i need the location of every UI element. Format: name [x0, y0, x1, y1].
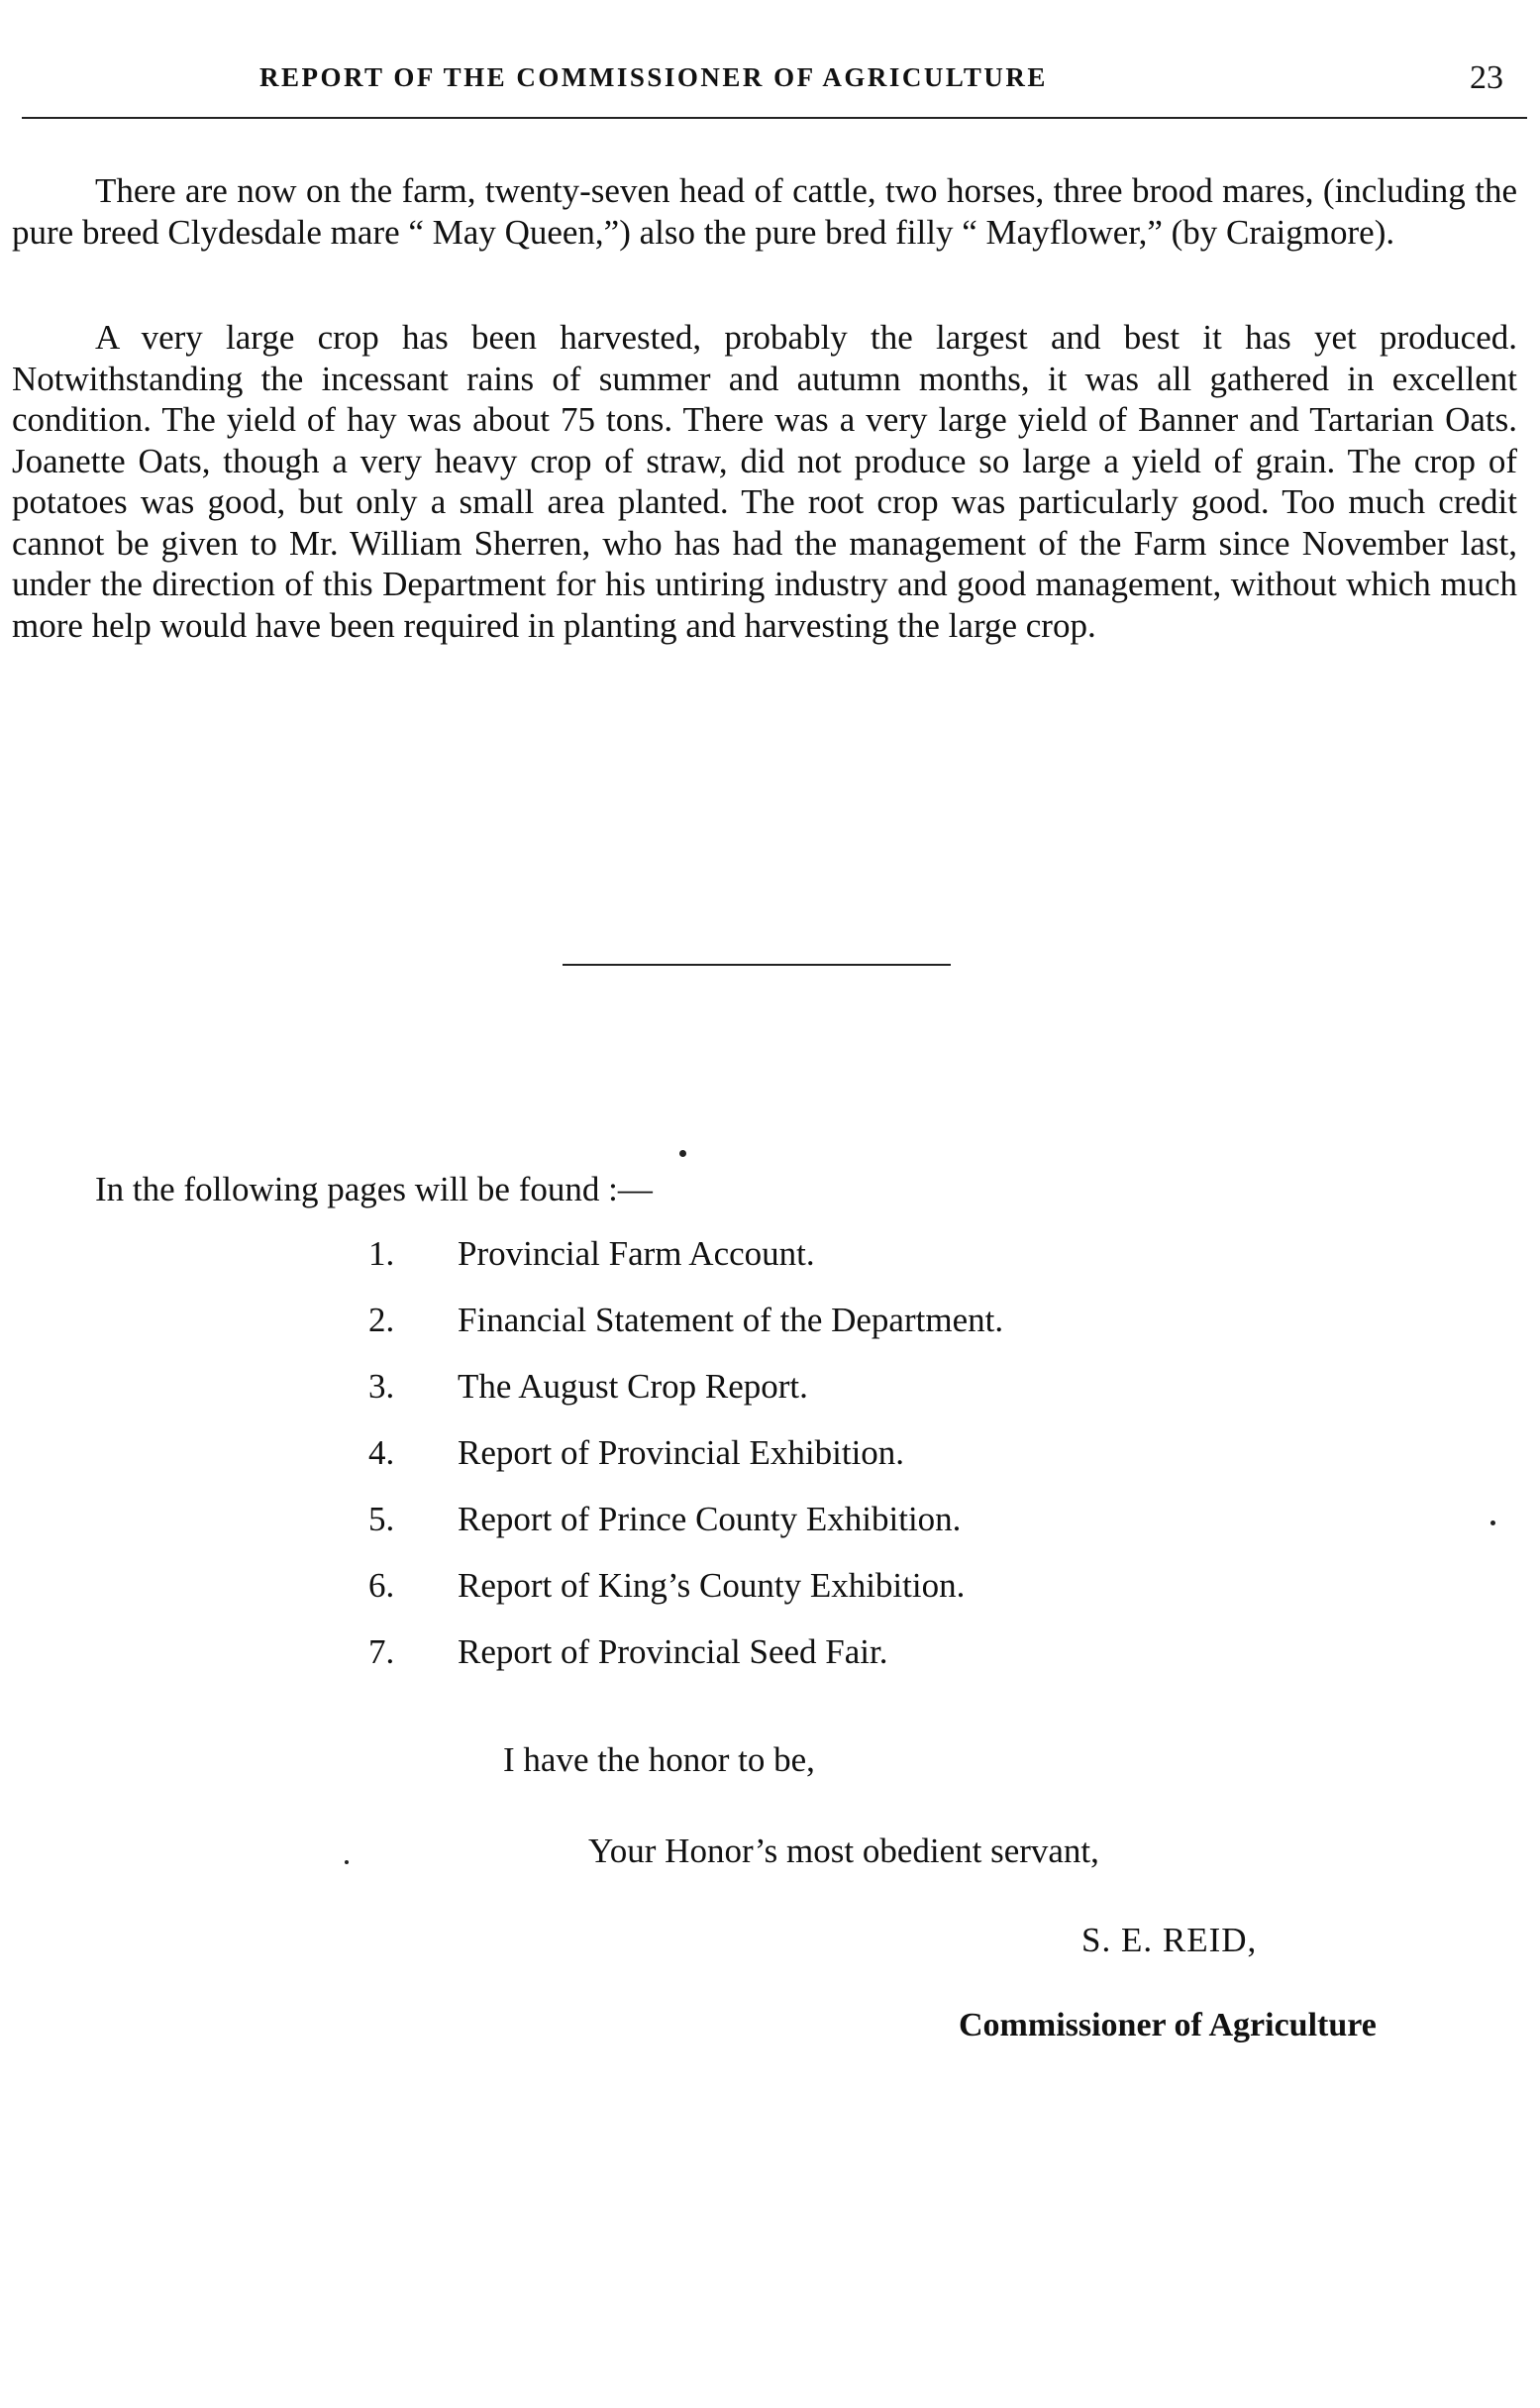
list-item [368, 1300, 1003, 1366]
contents-intro: In the following pages will be found :— [95, 1170, 653, 1208]
item-number: 6. [368, 1566, 395, 1605]
item-number: 7. [368, 1632, 395, 1671]
item-label: Report of Provincial Exhibition. [458, 1433, 905, 1472]
signer-name: S. E. REID, [1081, 1921, 1258, 1959]
paragraph-text: There are now on the farm, twenty-seven head of cattle, two horses, three brood mares, (including the pure breed Clydesdale mare “ May Queen,”) also the pure bred filly “ Mayflower,” (by Craigmore). [12, 171, 1517, 252]
item-label: Financial Statement of the Department. [458, 1301, 1004, 1339]
section-divider [563, 964, 951, 966]
running-title: REPORT OF THE COMMISSIONER OF AGRICULTURE [259, 62, 1048, 92]
paragraph-text: A very large crop has been harvested, probably the largest and best it has yet produced. Notwithstanding the incessant rains of summer and autumn months, it was all gathered in excellent condition. The yield of hay was about 75 tons. There was a very large yield of Banner and Tartarian Oats. Joanette Oats, though a very heavy crop of straw, did not produce so large a yield of grain. The crop of potatoes was good, but only a small area planted. The root crop was particularly good. Too much credit cannot be given to Mr. William Sherren, who has had the management of the Farm since November last, under the direction of this Department for his untiring industry and good management, without which much more help would have been required in planting and harvesting the large crop. [12, 318, 1517, 645]
closing-salutation: I have the honor to be, [503, 1740, 815, 1779]
item-label: Report of Provincial Seed Fair. [458, 1632, 888, 1671]
item-number: 3. [368, 1367, 395, 1406]
item-label: Report of Prince County Exhibition. [458, 1500, 962, 1538]
item-number: 2. [368, 1301, 395, 1339]
page-number: 23 [1470, 59, 1503, 96]
paragraph-harvest [12, 317, 1517, 646]
item-label: The August Crop Report. [458, 1367, 808, 1406]
header-rule [22, 117, 1527, 119]
list-item [368, 1366, 1003, 1432]
item-number: 5. [368, 1500, 395, 1538]
signer-title: Commissioner of Agriculture [959, 2007, 1377, 2043]
item-label: Report of King’s County Exhibition. [458, 1566, 966, 1605]
list-item [368, 1631, 1003, 1698]
contents-list [368, 1233, 1003, 1698]
list-item [368, 1499, 1003, 1565]
list-item [368, 1432, 1003, 1499]
list-item [368, 1233, 1003, 1300]
stray-mark [1490, 1520, 1495, 1525]
item-label: Provincial Farm Account. [458, 1234, 815, 1273]
item-number: 1. [368, 1234, 395, 1273]
item-number: 4. [368, 1433, 395, 1472]
stray-mark [345, 1860, 349, 1864]
closing-servant: Your Honor’s most obedient servant, [588, 1832, 1099, 1870]
stray-mark [679, 1150, 686, 1157]
page-header [0, 61, 1540, 121]
paragraph-livestock [12, 170, 1517, 253]
list-item [368, 1565, 1003, 1631]
